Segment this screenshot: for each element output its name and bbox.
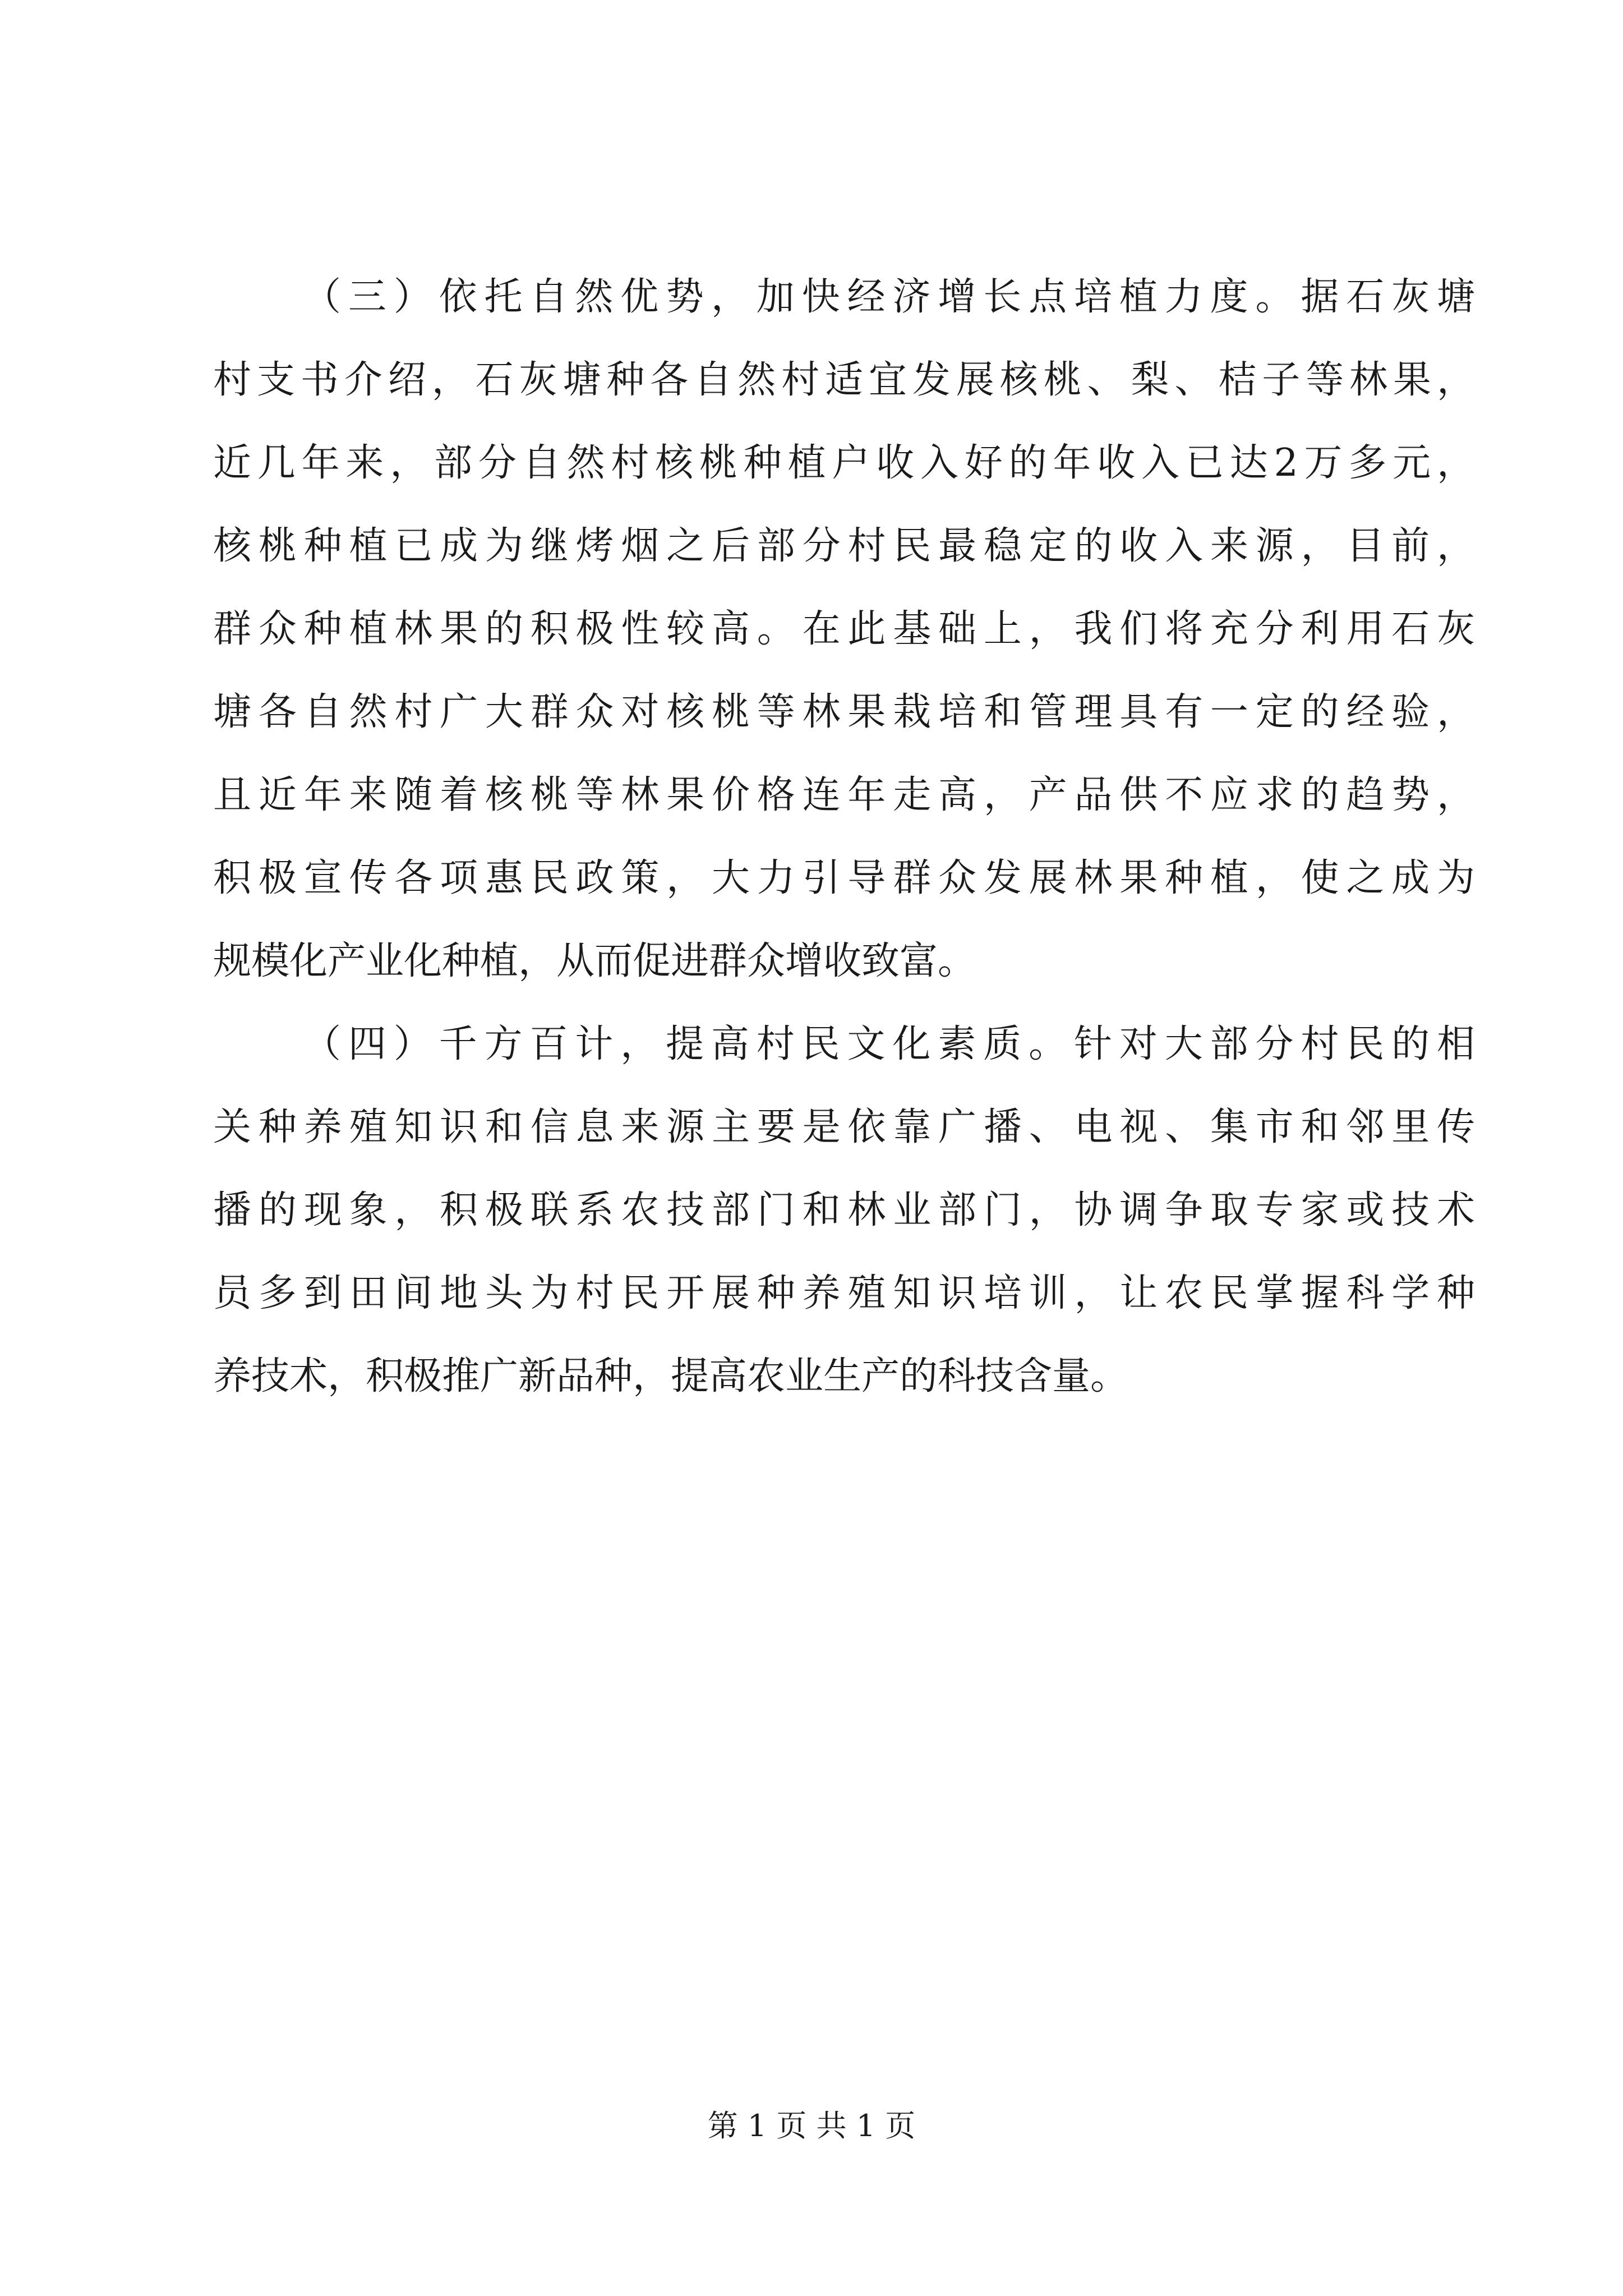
paragraph-line: 规模化产业化种植，从而促进群众增收致富。 [213,939,976,983]
paragraph-line: （四）千方百计，提高村民文化素质。针对大部分村民的相 [303,1022,1475,1066]
paragraph-line: 关种养殖知识和信息来源主要是依靠广播、电视、集市和邻里传 [213,1105,1475,1149]
paragraph-line: 核桃种植已成为继烤烟之后部分村民最稳定的收入来源，目前， [213,524,1475,568]
paragraph-line: 塘各自然村广大群众对核桃等林果栽培和管理具有一定的经验， [213,690,1475,734]
paragraph-line: 员多到田间地头为村民开展种养殖知识培训，让农民掌握科学种 [213,1271,1475,1315]
paragraph-line: 养技术，积极推广新品种，提高农业生产的科技含量。 [213,1354,1129,1398]
paragraph-line: 播的现象，积极联系农技部门和林业部门，协调争取专家或技术 [213,1188,1475,1232]
page-footer: 第 1 页 共 1 页 [707,2108,916,2143]
paragraph-line: （三）依托自然优势，加快经济增长点培植力度。据石灰塘 [303,275,1475,319]
paragraph-line: 群众种植林果的积极性较高。在此基础上，我们将充分利用石灰 [213,607,1475,651]
paragraph-line: 积极宣传各项惠民政策，大力引导群众发展林果种植，使之成为 [213,856,1475,900]
paragraph-line: 近几年来，部分自然村核桃种植户收入好的年收入已达2万多元， [213,441,1475,485]
paragraph-line: 且近年来随着核桃等林果价格连年走高，产品供不应求的趋势， [213,773,1475,817]
paragraph-line: 村支书介绍，石灰塘种各自然村适宜发展核桃、梨、桔子等林果， [213,358,1475,402]
